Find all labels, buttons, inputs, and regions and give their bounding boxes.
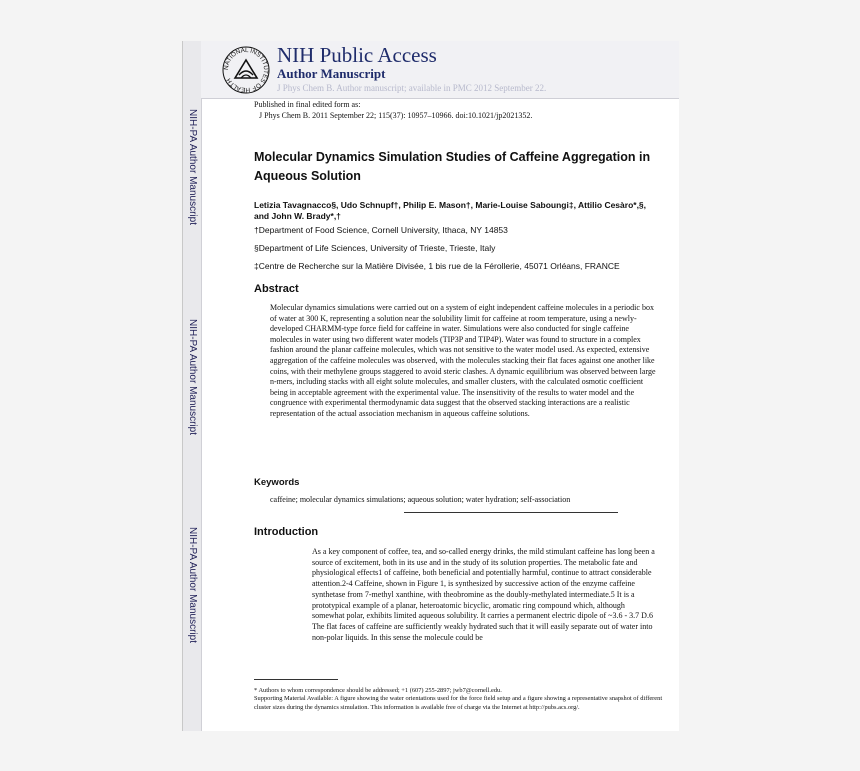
correspondence-footnote: * Authors to whom correspondence should be addressed; +1 (607) 255-2897; jwb7@cornell.edu.: [254, 687, 502, 694]
nih-logo-icon: [221, 45, 271, 95]
nih-public-access-title: NIH Public Access: [277, 43, 437, 67]
supporting-material-footnote: Supporting Material Available: A figure showing the water orientations used for the force field setup and a figure showing a representative snapshot of different cluster sizes during the dynamics simulation. This information is available free of charge via the Internet at http://pubs.acs.org/.: [254, 695, 663, 711]
article-title: Molecular Dynamics Simulation Studies of Caffeine Aggregation in Aqueous Solution: [254, 150, 651, 183]
footnote-rule: [254, 679, 338, 680]
introduction-heading: Introduction: [254, 526, 319, 538]
side-strip: NIH-PA Author Manuscript NIH-PA Author Manuscript NIH-PA Author Manuscript: [183, 41, 202, 731]
footnotes: [254, 687, 674, 712]
affiliation-cornell: †Department of Food Science, Cornell University, Ithaca, NY 14853: [254, 225, 508, 235]
published-note: Published in final edited form as:: [254, 100, 361, 109]
introduction-text: As a key component of coffee, tea, and so-called energy drinks, the mild stimulant caffeine has long been a source of excitement, both in its use and in the study of its solution properties. The metabolic fate and physiological effects1 of caffeine, both beneficial and potentially harmful, continue to attract considerable attention.2-4 Caffeine, shown in Figure 1, is synthesized by successive action of the enzyme caffeine synthetase from 7-methyl xanthine, with theobromine as the doubly-methylated intermediate.5 It is a prototypical example of a planar, heteroatomic bicyclic, aromatic ring compound which, although somewhat polar, exhibits limited aqueous solubility. It carries a permanent electric dipole of ~3.6 - 3.7 D.6 The flat faces of caffeine are sufficiently weakly hydrated such that it will easily separate out of water into non-polar liquids. In this sense the molecule could be: [312, 547, 655, 642]
journal-availability-line: J Phys Chem B. Author manuscript; available in PMC 2012 September 22.: [277, 83, 547, 93]
abstract-text: Molecular dynamics simulations were carried out on a system of eight independent caffeine molecules in a periodic box of water at 300 K, representing a solution near the solubility limit for caffeine at room temperature, using a newly-developed CHARMM-type force field for caffeine in water. Simulations were also conducted for single caffeine molecules in water using two different water models (TIP3P and TIP4P). Water was found to structure in a complex fashion around the planar caffeine molecules, which was not sensitive to the water model used. As expected, extensive aggregation of the caffeine molecules was observed, with the molecules stacking their flat faces against one another like coins, with their methylene groups staggered to avoid steric clashes. A dynamic equilibrium was observed between large n-mers, including stacks with all eight solute molecules, and smaller clusters, with the calculated osmotic coefficient being in acceptable agreement with the experimental value. The insensitivity of the results to water model and the congruence with experimental thermodynamic data suggest that the observed stacking interactions are a realistic representation of the actual association mechanism in aqueous caffeine solutions.: [270, 303, 656, 418]
affiliation-trieste: §Department of Life Sciences, University of Trieste, Trieste, Italy: [254, 243, 496, 253]
nih-header: [201, 41, 679, 99]
abstract-heading: Abstract: [254, 283, 299, 295]
keywords-text: caffeine; molecular dynamics simulations; aqueous solution; water hydration; self-association: [270, 495, 571, 504]
keywords-rule: [404, 512, 618, 513]
manuscript-page: [182, 41, 679, 731]
publication-citation: J Phys Chem B. 2011 September 22; 115(37): 10957–10966. doi:10.1021/jp2021352.: [259, 111, 533, 120]
affiliation-orleans: ‡Centre de Recherche sur la Matière Divisée, 1 bis rue de la Férollerie, 45071 Orléans, FRANCE: [254, 261, 620, 271]
author-list: Letizia Tavagnacco§, Udo Schnupf†, Philip E. Mason†, Marie-Louise Saboungi‡, Attilio Cesàro*,§, and John W. Brady*,†: [254, 200, 647, 221]
logo-text: NATIONAL INSTITUTES OF HEALTH: [222, 46, 270, 94]
keywords-heading: Keywords: [254, 477, 300, 488]
author-manuscript-label: Author Manuscript: [277, 66, 386, 81]
